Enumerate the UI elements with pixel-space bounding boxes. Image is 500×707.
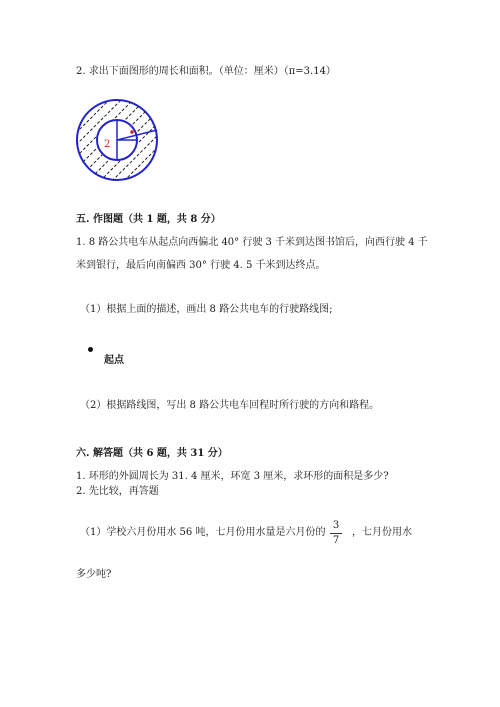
annulus-figure [72, 95, 162, 185]
section-6-q2: 2. 先比较，再答题 [76, 486, 159, 497]
start-point-dot [88, 347, 93, 352]
section-5-heading: 五. 作图题（共 1 题，共 8 分） [76, 214, 221, 225]
section-6-sub1-after: ，七月份用水 [352, 527, 412, 538]
section-6-heading: 六. 解答题（共 6 题，共 31 分） [76, 448, 228, 459]
section-5-q1-line2: 米到银行，最后向南偏西 30° 行驶 4. 5 千米到达终点。 [76, 260, 326, 271]
section-6-sub1-line2: 多少吨? [76, 569, 112, 580]
question-2-prompt: 2. 求出下面图形的周长和面积。（单位：厘米）（π=3.14） [76, 66, 336, 77]
fraction-bar [330, 533, 342, 534]
center-marker [130, 130, 134, 134]
section-6-sub1-text: （1）学校六月份用水 56 吨，七月份用水量是六月份的 [80, 527, 326, 538]
start-label: 起点 [104, 355, 124, 366]
radius-label: 2 [104, 139, 111, 150]
section-6-q1: 1. 环形的外圆周长为 31. 4 厘米，环宽 3 厘米，求环形的面积是多少? [76, 471, 389, 482]
section-5-part1: （1）根据上面的描述，画出 8 路公共电车的行驶路线图; [80, 304, 333, 315]
section-5-part2: （2）根据路线图，写出 8 路公共电车回程时所行驶的方向和路程。 [80, 400, 380, 411]
fraction-denominator: 7 [332, 535, 340, 546]
fraction-three-sevenths [330, 520, 342, 547]
fraction-numerator: 3 [332, 520, 340, 531]
section-5-q1-line1: 1. 8 路公共电车从起点向西偏北 40° 行驶 3 千米到达图书馆后，向西行驶 4 千 [76, 237, 428, 248]
